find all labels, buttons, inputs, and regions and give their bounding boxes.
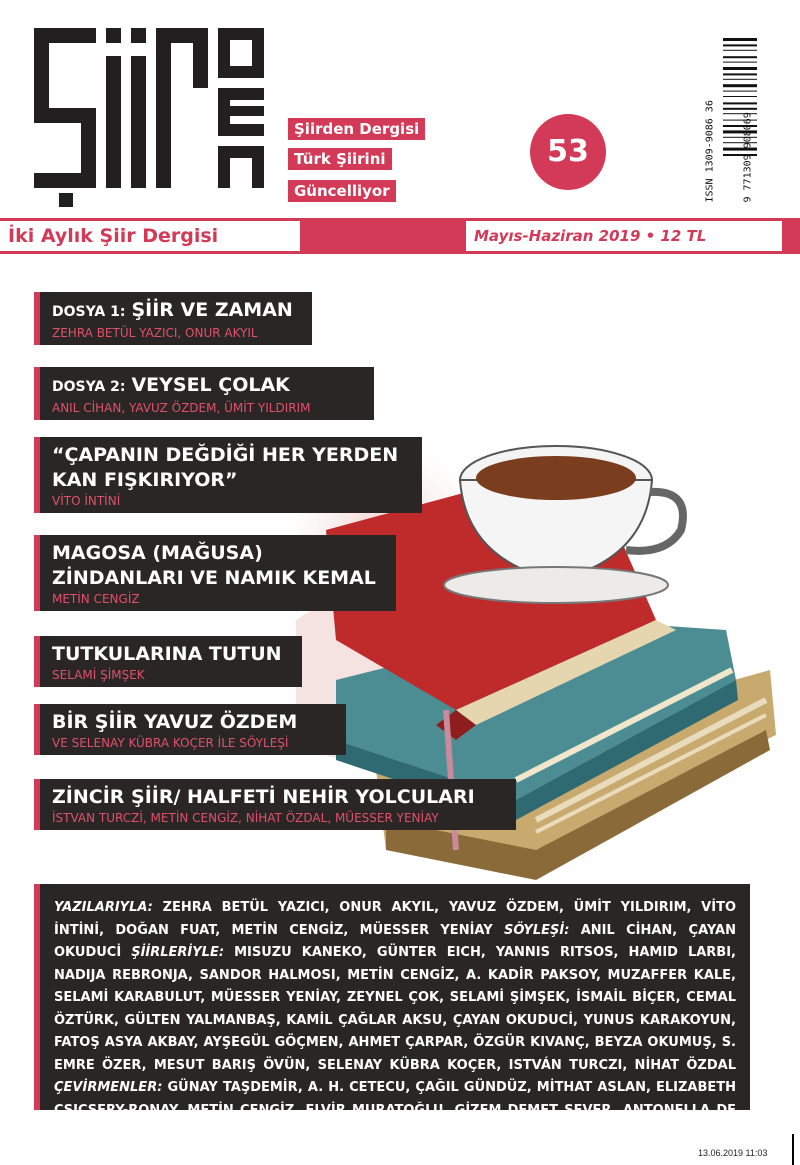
crop-mark (792, 1134, 794, 1165)
article-author: METİN CENGİZ (52, 592, 140, 606)
contributors-box (34, 884, 750, 1140)
article-title-line-2: KAN FIŞKIRIYOR” (52, 469, 238, 491)
article-title: ZİNCİR ŞİİR/ HALFETİ NEHİR YOLCULARI (52, 786, 475, 808)
label-soylesi: SÖYLEŞİ: (503, 922, 570, 938)
contributors-siirleriyle: MISUZU KANEKO, GÜNTER EICH, YANNIS RITSOS, HAMID LARBI, NADIJA REBRONJA, SANDOR HALMOSI, METİN CENGİZ, A. KADİR PAKSOY, MUZAFFER KALE, SELAMİ KARABULUT, MÜESSER YENİAY, ZEYNEL ÇOK, SELAMİ ŞİMŞEK, İSMAİL BİÇER, CEMAL ÖZTÜRK, GÜLTEN YALMANBAŞ, KAMİL ÇAĞLAR AKSU, ÇAYAN OKUDUCİ, YUNUS KARAKOYUN, FATOŞ ASYA AKBAY, AYŞEGÜL GÖÇMEN, AHMET ÇARPAR, ÖZGÜR KIVANÇ, BEYZA OKUMUŞ, S. EMRE ÖZER, MESUT BARIŞ ÖVÜN, SELENAY KÜBRA KOÇER, ISTVÁN TURCZI, NİHAT ÖZDAL (54, 945, 736, 1073)
article-author: VE SELENAY KÜBRA KOÇER İLE SÖYLEŞİ (52, 736, 289, 750)
label-cevirmenler: ÇEVİRMENLER: (54, 1080, 163, 1095)
article-title: DOSYA 2: VEYSEL ÇOLAK (52, 374, 290, 396)
article-title: MAGOSA (MAĞUSA) (52, 542, 263, 564)
issue-date-price: Mayıs-Haziran 2019 • 12 TL (466, 221, 782, 251)
article-title-line-2: ZİNDANLARI VE NAMIK KEMAL (52, 567, 376, 589)
article-author: ANIL CİHAN, YAVUZ ÖZDEM, ÜMİT YILDIRIM (52, 401, 311, 415)
tagline-line-3: Güncelliyor (288, 180, 396, 202)
contributors-soylesi: ANIL CİHAN, ÇAYAN OKUDUCİ (54, 922, 736, 960)
article-author: SELAMİ ŞİMŞEK (52, 668, 145, 682)
magazine-subtitle: İki Aylık Şiir Dergisi (0, 221, 300, 251)
article-vito-intini[interactable] (34, 437, 422, 513)
article-dosya-2[interactable] (34, 367, 374, 420)
print-timestamp: 13.06.2019 11:03 (698, 1148, 768, 1158)
article-magosa[interactable] (34, 535, 396, 611)
article-title: DOSYA 1: ŞİİR VE ZAMAN (52, 299, 293, 321)
article-title: TUTKULARINA TUTUN (52, 643, 282, 665)
barcode (683, 30, 761, 210)
label-yazilariyla: YAZILARIYLA: (54, 900, 153, 915)
barcode-digits: 9 771309 908069 (742, 112, 754, 203)
contributors-yazilariyla: ZEHRA BETÜL YAZICI, ONUR AKYIL, YAVUZ ÖZDEM, ÜMİT YILDIRIM, VİTO İNTİNİ, DOĞAN FUAT, METİN CENGİZ, MÜESSER YENİAY (54, 900, 736, 938)
article-author: ZEHRA BETÜL YAZICI, ONUR AKYIL (52, 326, 258, 340)
issue-number-badge: 53 (530, 114, 606, 190)
article-title: “ÇAPANIN DEĞDİĞİ HER YERDEN (52, 444, 399, 466)
tagline-line-1: Şiirden Dergisi (288, 118, 425, 140)
article-bir-siir-yavuz-ozdem[interactable] (34, 704, 346, 755)
issn-text: ISSN 1309-9086 36 (704, 100, 716, 203)
article-author: VİTO İNTİNİ (52, 494, 121, 508)
article-tutkularina-tutun[interactable] (34, 636, 302, 687)
article-title: BİR ŞİİR YAVUZ ÖZDEM (52, 711, 298, 733)
tagline-line-2: Türk Şiirini (288, 148, 392, 170)
siirden-logo (34, 28, 264, 210)
article-author: İSTVAN TURCZİ, METİN CENGİZ, NİHAT ÖZDAL, MÜESSER YENİAY (52, 811, 439, 825)
label-siirleriyle: ŞİİRLERİYLE: (131, 945, 225, 960)
contributors-cevirmenler: GÜNAY TAŞDEMİR, A. H. CETECU, ÇAĞIL GÜNDÜZ, MİTHAT ASLAN, ELIZABETH CSICSERY-RONAY, METİN CENGİZ, ELVİR MURATOĞLU, GİZEM DEMET SEVER, ANTONELLA DE NOBILI, ÖVÜNÇ CENGİZ (54, 1080, 737, 1140)
article-dosya-1[interactable] (34, 292, 312, 345)
article-zincir-siir[interactable] (34, 779, 516, 830)
